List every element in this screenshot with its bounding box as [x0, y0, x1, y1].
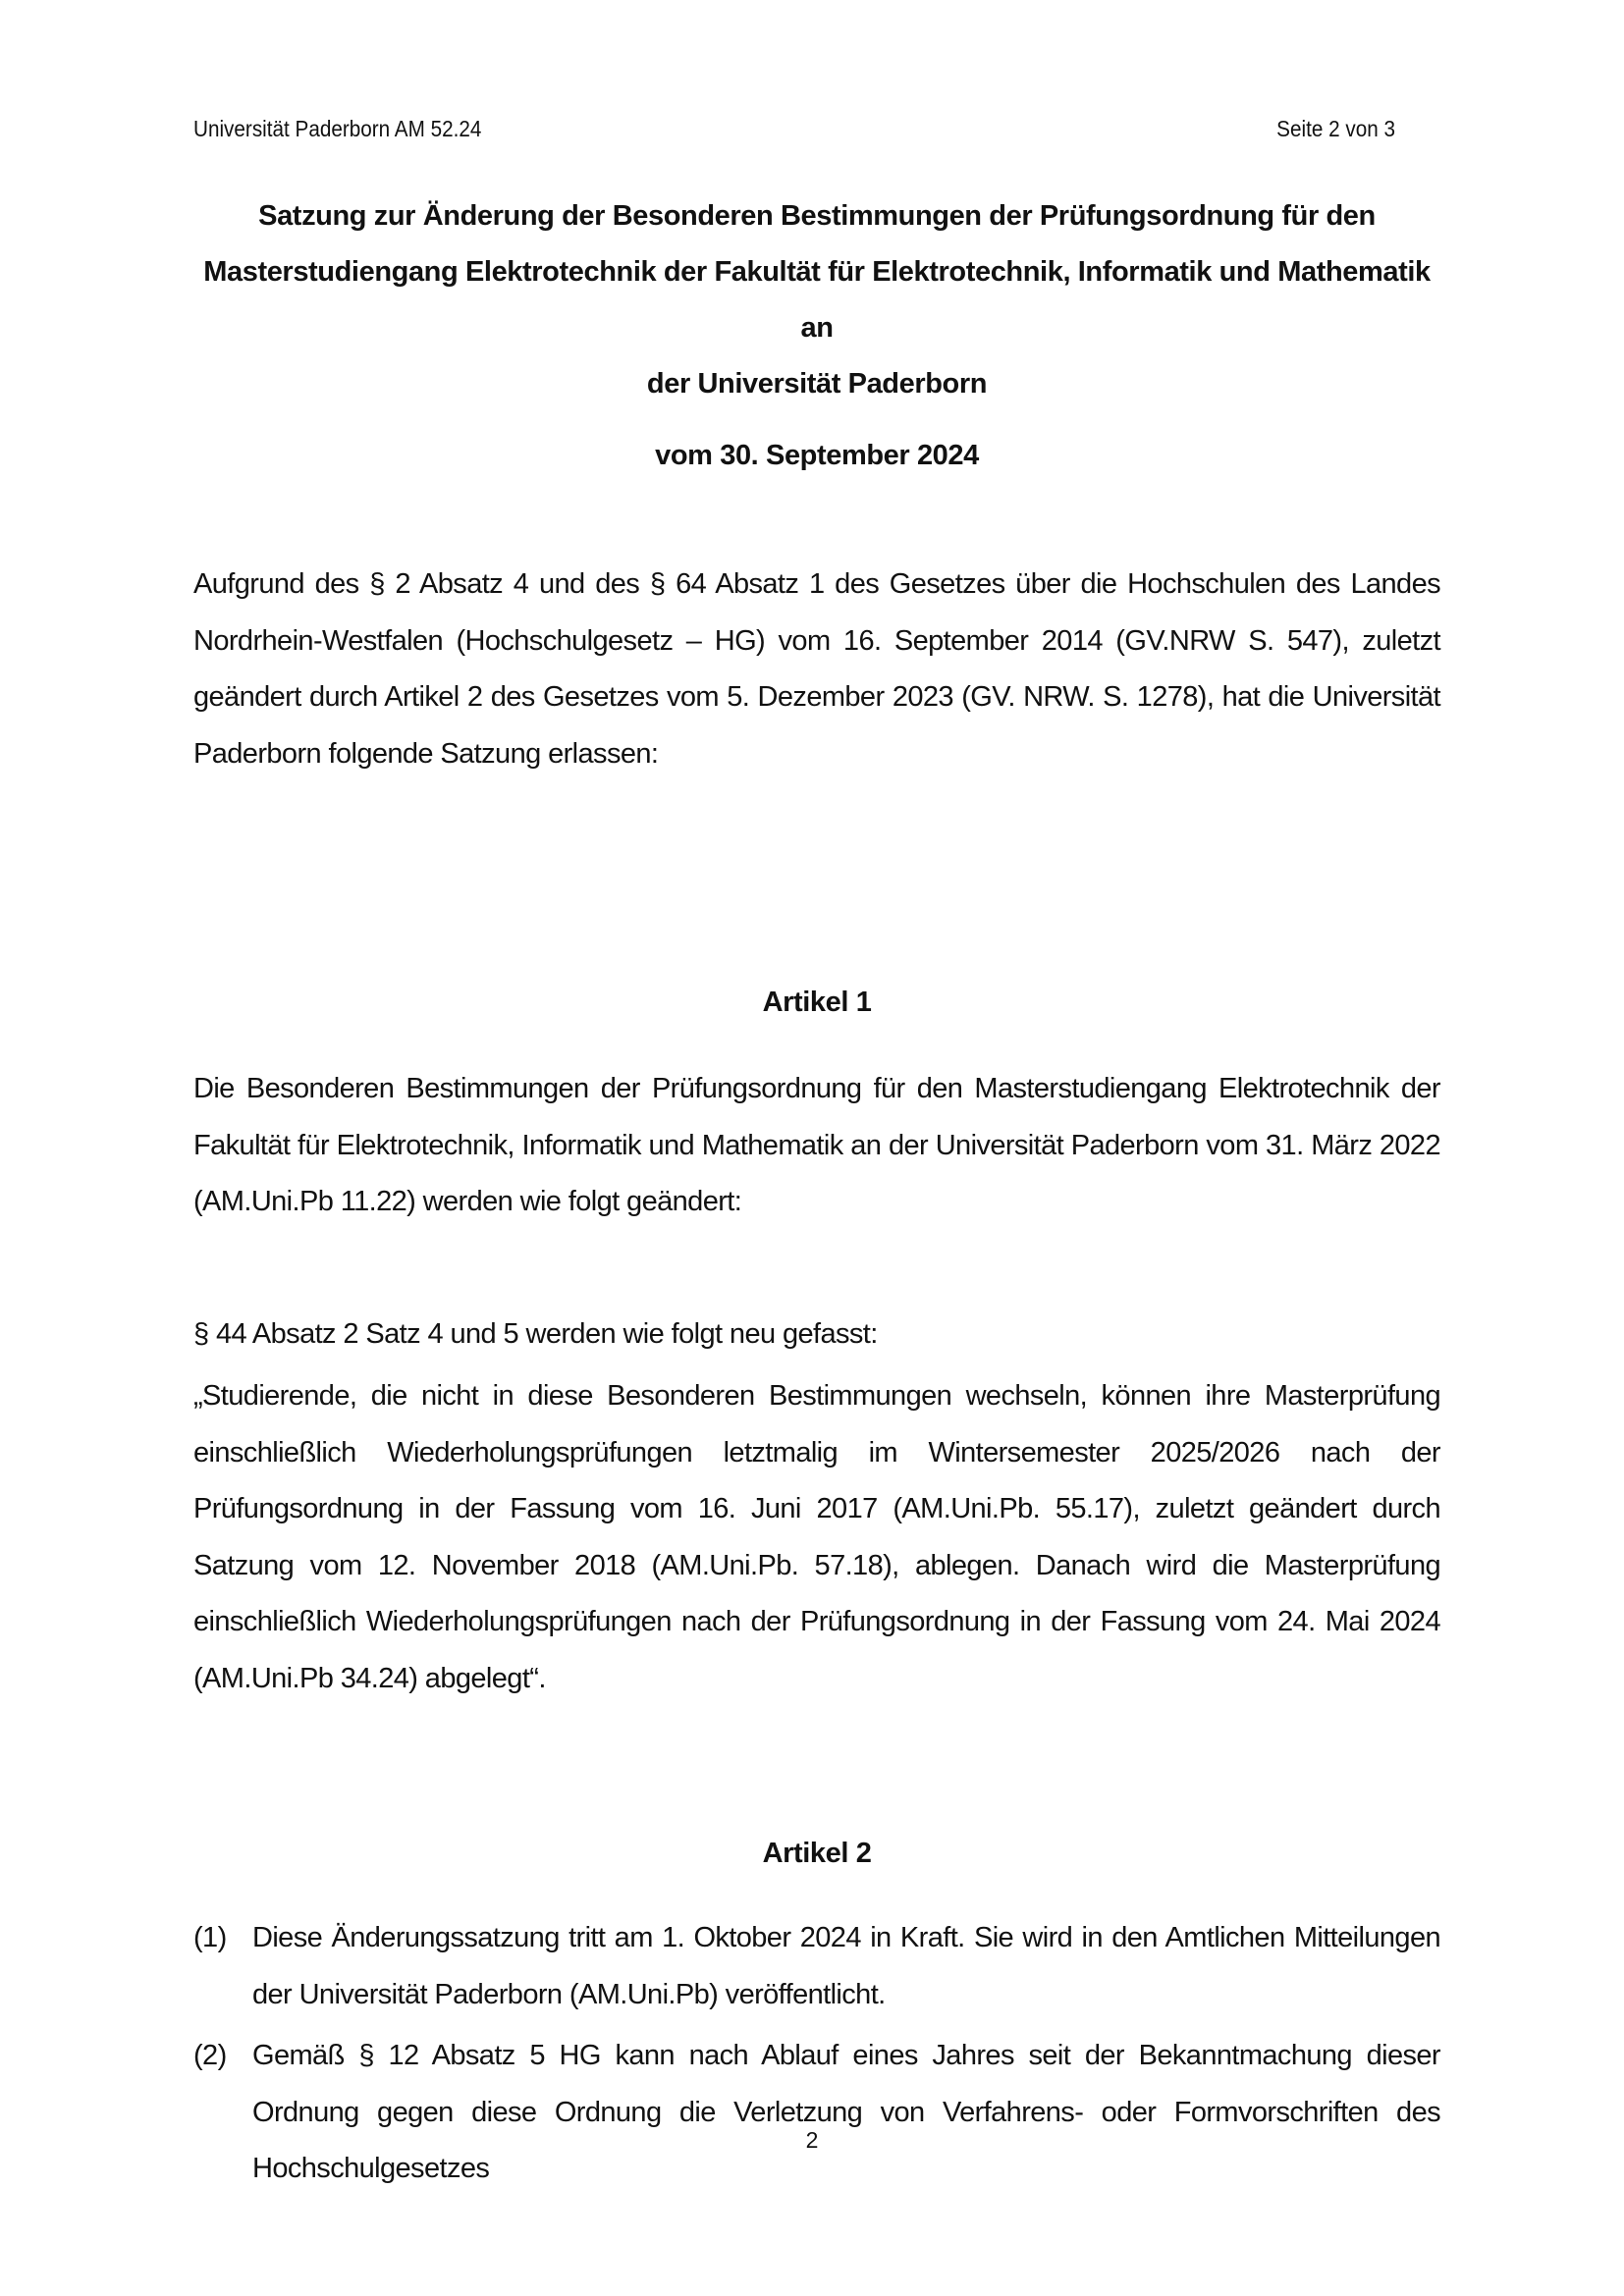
document-date: vom 30. September 2024	[655, 440, 979, 471]
article-2-heading: Artikel 2	[762, 1838, 872, 1869]
page-number: 2	[805, 2127, 819, 2153]
amendment-text: „Studierende, die nicht in diese Besonderen Bestimmungen wechseln, können ihre Masterprüfung einschließlich Wiederholungsprüfungen letztmalig im Wintersemester 2025/2026 nach der Prüfungsordnung in der Fassung vom 16. Juni 2017 (AM.Uni.Pb. 55.17), zuletzt geändert durch Satzung vom 12. November 2018 (AM.Uni.Pb. 57.18), ablegen. Danach wird die Masterprüfung einschließlich Wiederholungsprüfungen nach der Prüfungsordnung in der Fassung vom 24. Mai 2024 (AM.Uni.Pb 34.24) abgelegt“.	[193, 1380, 1440, 1694]
article-1-intro: Die Besonderen Bestimmungen der Prüfungsordnung für den Masterstudiengang Elektrotechnik der Fakultät für Elektrotechnik, Informatik und Mathematik an der Universität Paderborn vom 31. März 2022 (AM.Uni.Pb 11.22) werden wie folgt geändert:	[193, 1073, 1440, 1217]
item-text: Gemäß § 12 Absatz 5 HG kann nach Ablauf eines Jahres seit der Bekanntmachung dieser Ordnung gegen diese Ordnung die Verletzung von Verfahrens- oder Formvorschriften des Hochschulgesetzes	[252, 2040, 1440, 2184]
header-page-info: Seite 2 von 3	[1276, 116, 1395, 141]
title-line-2: Masterstudiengang Elektrotechnik der Fakultät für Elektrotechnik, Informatik und Mathematik an	[203, 256, 1431, 344]
title-line-3: der Universität Paderborn	[646, 368, 988, 400]
preamble-paragraph: Aufgrund des § 2 Absatz 4 und des § 64 Absatz 1 des Gesetzes über die Hochschulen des Landes Nordrhein-Westfalen (Hochschulgesetz – HG) vom 16. September 2014 (GV.NRW S. 547), zuletzt geändert durch Artikel 2 des Gesetzes vom 5. Dezember 2023 (GV. NRW. S. 1278), hat die Universität Paderborn folgende Satzung erlassen:	[193, 568, 1440, 770]
item-text: Diese Änderungssatzung tritt am 1. Oktober 2024 in Kraft. Sie wird in den Amtlichen Mitteilungen der Universität Paderborn (AM.Uni.Pb) veröffentlicht.	[252, 1922, 1440, 2010]
article-2-item-1	[193, 1910, 1440, 2023]
document-title	[193, 188, 1440, 412]
item-number: (1)	[193, 1922, 227, 1953]
amendment-intro: § 44 Absatz 2 Satz 4 und 5 werden wie folgt neu gefasst:	[193, 1318, 878, 1350]
header-publication: Universität Paderborn AM 52.24	[193, 116, 482, 141]
running-header	[193, 114, 1395, 143]
article-2-item-2	[193, 2028, 1440, 2198]
article-1-heading: Artikel 1	[762, 987, 872, 1018]
item-number: (2)	[193, 2040, 227, 2071]
title-line-1: Satzung zur Änderung der Besonderen Bestimmungen der Prüfungsordnung für den	[258, 200, 1376, 232]
